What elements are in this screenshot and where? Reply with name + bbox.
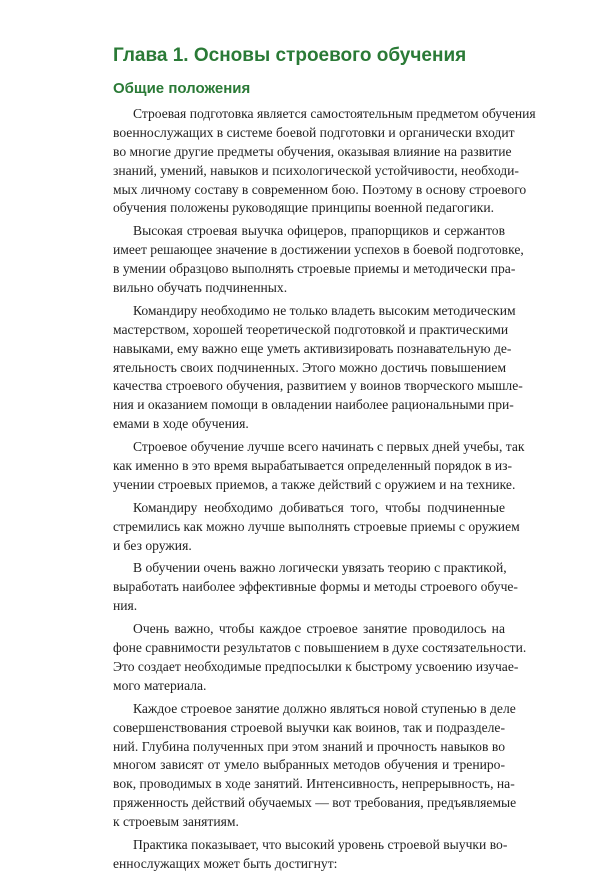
body-text (113, 105, 536, 878)
text-line: мого материала. (113, 677, 207, 693)
text-line: учении строевых приемов, а также действий с оружием и на технике. (113, 476, 516, 492)
text-line: Каждое строевое занятие должно являться новой ступенью в деле (133, 700, 516, 716)
text-line: вильно обучать подчиненных. (113, 280, 288, 296)
text-line: фоне сравнимости результатов с повышением в духе состязательности. (113, 640, 527, 656)
paragraph (113, 302, 523, 434)
text-line: имеет решающее значение в достижении успехов в боевой подготовке, (113, 242, 524, 258)
text-line: емами в ходе обучения. (113, 416, 249, 432)
text-line: В обучении очень важно логически увязать теорию с практикой, (133, 560, 507, 576)
text-line: Командиру необходимо не только владеть высоким методическим (133, 302, 516, 318)
paragraph (113, 559, 518, 616)
text-line: во многие другие предметы обучения, оказывая влияние на развитие (113, 143, 512, 159)
paragraph (113, 222, 524, 298)
paragraph (113, 836, 508, 874)
text-line: к строевым занятиям. (113, 814, 239, 830)
chapter-title: Глава 1. Основы строевого обучения (113, 45, 467, 66)
text-line: Практика показывает, что высокий уровень строевой выучки во- (133, 836, 508, 852)
paragraph (113, 620, 527, 696)
section-title: Общие положения (113, 80, 251, 97)
paragraph (113, 438, 525, 495)
text-line: Очень важно, чтобы каждое строевое занятие проводилось на (133, 621, 505, 637)
text-line: еннослужащих может быть достигнут: (113, 855, 338, 871)
text-line: выработать наиболее эффективные формы и методы строевого обуче- (113, 579, 518, 595)
text-line: как именно в это время вырабатывается определенный порядок в из- (113, 458, 513, 474)
text-line: вок, проводимых в ходе занятий. Интенсивность, непрерывность, на- (113, 776, 515, 792)
text-line: пряженность действий обучаемых — вот требования, предъявляемые (113, 795, 517, 811)
text-line: обучения положены руководящие принципы военной педагогики. (113, 200, 495, 216)
text-line: Строевое обучение лучше всего начинать с первых дней учебы, так (133, 439, 525, 455)
text-line: ния и оказанием помощи в овладении наиболее рациональными при- (113, 397, 514, 413)
paragraph (113, 105, 536, 218)
paragraph (113, 499, 520, 556)
text-line: ятельность своих подчиненных. Этого можно достичь повышением (113, 359, 507, 375)
text-line: военнослужащих в системе боевой подготовки и органически входит (113, 124, 515, 140)
text-line: ний. Глубина полученных при этом знаний и прочность навыков во (113, 738, 505, 754)
text-line: Высокая строевая выучка офицеров, прапорщиков и сержантов (133, 223, 505, 239)
text-line: мых личному составу в современном бою. Поэтому в основу строевого (113, 181, 527, 197)
text-line: Строевая подготовка является самостоятельным предметом обучения (133, 106, 536, 121)
text-line: в умении образцово выполнять строевые приемы и методически пра- (113, 261, 516, 277)
text-line: навыками, ему важно еще уметь активизировать познавательную де- (113, 340, 512, 356)
text-line: мастерством, хорошей теоретической подготовкой и практическими (113, 321, 509, 337)
text-line: качества строевого обучения, развитием у воинов творческого мышле- (113, 378, 523, 394)
text-line: ния. (113, 598, 138, 614)
text-line: Это создает необходимые предпосылки к быстрому усвоению изучае- (113, 658, 519, 674)
text-line: знаний, умений, навыков и психологической устойчивости, необходи- (113, 162, 519, 178)
text-line: и без оружия. (113, 537, 192, 553)
text-line: Командиру необходимо добиваться того, чтобы подчиненные (133, 499, 505, 515)
text-line: многом зависят от умело выбранных методов обучения и трениро- (113, 757, 505, 773)
text-line: совершенствования строевой выучки как воинов, так и подразделе- (113, 719, 505, 735)
text-line: стремились как можно лучше выполнять строевые приемы с оружием (113, 518, 520, 534)
paragraph (113, 700, 517, 832)
